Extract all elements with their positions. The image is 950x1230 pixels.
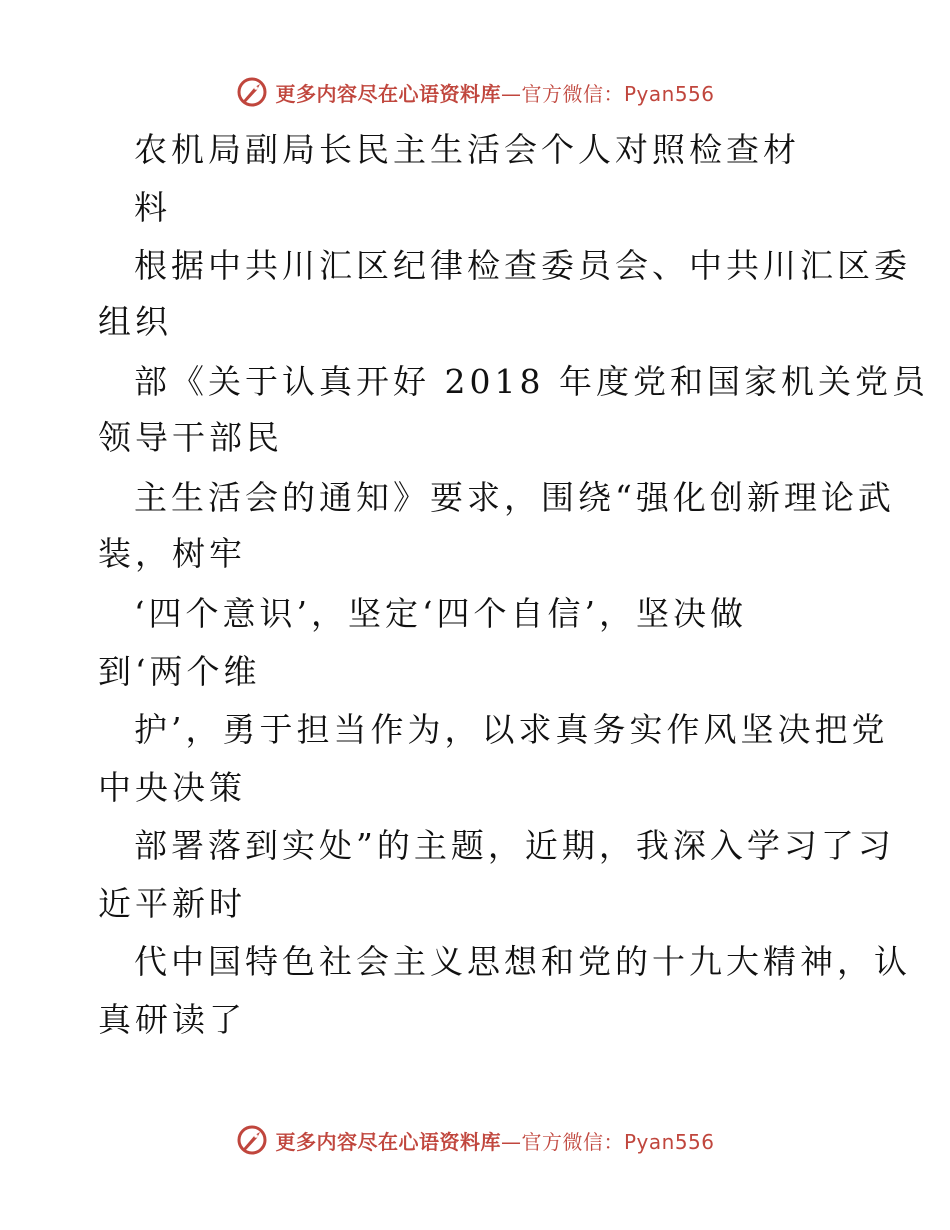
watermark-separator: — (500, 81, 522, 106)
watermark-text (275, 78, 714, 107)
doc-line: 部《关于认真开好 2018 年度党和国家机关党员 (134, 362, 929, 401)
doc-line: 料 (134, 188, 171, 227)
doc-line: 护’，勇于担当作为，以求真务实作风坚决把党 (134, 710, 889, 749)
watermark-wechat-label: 官方微信： (521, 81, 624, 106)
doc-line: ‘四个意识’，坚定‘四个自信’，坚决做 (134, 594, 747, 633)
footer-watermark (0, 1120, 950, 1160)
watermark-wechat-label: 官方微信： (521, 1129, 624, 1154)
doc-line: 真研读了 (98, 1000, 246, 1039)
pen-nib-circle-icon (235, 75, 269, 109)
doc-line: 中央决策 (98, 768, 246, 807)
doc-line: 装，树牢 (98, 534, 246, 573)
header-watermark (0, 72, 950, 112)
doc-line: 近平新时 (98, 884, 246, 923)
doc-line: 组织 (98, 302, 172, 341)
watermark-account: Pyan556 (623, 81, 715, 106)
doc-line: 主生活会的通知》要求，围绕“强化创新理论武 (134, 478, 895, 517)
watermark-separator: — (500, 1129, 522, 1154)
watermark-site-text: 更多内容尽在心语资料库 (275, 81, 501, 106)
doc-line: 领导干部民 (98, 418, 283, 457)
doc-line: 部署落到实处”的主题，近期，我深入学习了习 (134, 826, 895, 865)
watermark-text (275, 1126, 714, 1155)
doc-line: 代中国特色社会主义思想和党的十九大精神，认 (134, 942, 911, 981)
watermark-site-text: 更多内容尽在心语资料库 (275, 1129, 501, 1154)
pen-nib-circle-icon (235, 1123, 269, 1157)
watermark-account: Pyan556 (623, 1129, 715, 1154)
doc-line: 到‘两个维 (98, 652, 261, 691)
doc-line: 根据中共川汇区纪律检查委员会、中共川汇区委 (134, 246, 911, 285)
doc-line: 农机局副局长民主生活会个人对照检查材 (134, 130, 800, 169)
